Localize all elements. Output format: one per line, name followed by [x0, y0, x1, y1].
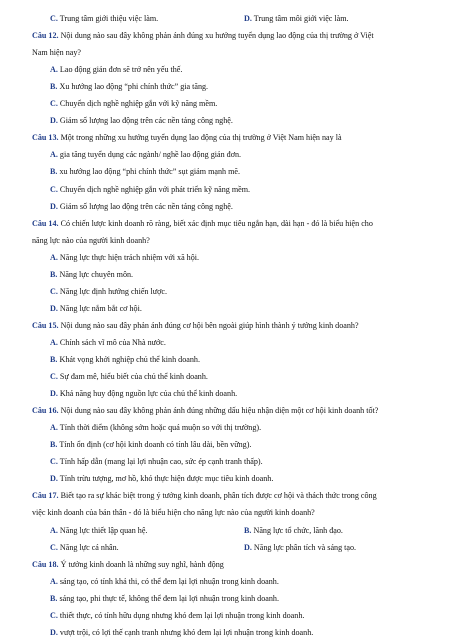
option-label: C. — [50, 372, 58, 381]
option-text: Năng lực tổ chức, lãnh đạo. — [253, 526, 343, 535]
question-number: Câu 13. — [32, 133, 59, 142]
option-label: C. — [50, 611, 58, 620]
question-text: Một trong những xu hướng tuyển dụng lao động của thị trường ở Việt Nam hiện nay là — [60, 133, 342, 142]
answer-option — [244, 14, 349, 24]
option-text: Tính trừu tượng, mơ hồ, khó thực hiện được mục tiêu kinh doanh. — [59, 474, 274, 483]
option-text: Tính hấp dẫn (mang lại lợi nhuận cao, sức ép cạnh tranh thấp). — [59, 457, 263, 466]
option-text: gia tăng tuyển dụng các ngành/ nghề lao động giản đơn. — [59, 150, 242, 159]
option-label: D. — [50, 304, 58, 313]
question-text: Nội dung nào sau đây phản ánh đúng cơ hội bên ngoài giúp hình thành ý tưởng kinh doanh? — [60, 321, 359, 330]
option-label: C. — [50, 185, 58, 194]
option-text: Năng lực thiết lập quan hệ. — [59, 526, 148, 535]
answer-option — [50, 355, 200, 365]
option-text: Khát vọng khởi nghiệp chủ thể kinh doanh. — [59, 355, 200, 364]
option-text: Năng lực nắm bắt cơ hội. — [59, 304, 142, 313]
question-continuation — [32, 48, 81, 58]
answer-option — [50, 474, 273, 484]
answer-option — [50, 167, 240, 177]
option-text: Tính thời điểm (không sớm hoặc quá muộn so với thị trường). — [59, 423, 262, 432]
option-text: sáng tạo, có tính khả thi, có thể đem lại lợi nhuận trong kinh doanh. — [59, 577, 279, 586]
option-label: A. — [50, 150, 58, 159]
option-text: Chính sách vĩ mô của Nhà nước. — [59, 338, 166, 347]
question-number: Câu 14. — [32, 219, 59, 228]
answer-option — [50, 14, 158, 24]
option-text: Tính ổn định (cơ hội kinh doanh có tính lâu dài, bền vững). — [59, 440, 252, 449]
option-label: C. — [50, 457, 58, 466]
answer-option — [244, 526, 343, 536]
option-text: Chuyển dịch nghề nghiệp gắn với kỹ năng mềm. — [59, 99, 218, 108]
question-text: năng lực nào của người kinh doanh? — [32, 236, 150, 245]
option-label: D. — [50, 389, 58, 398]
question-line — [32, 560, 224, 570]
option-text: Năng lực định hướng chiến lược. — [59, 287, 168, 296]
option-label: A. — [50, 577, 58, 586]
option-label: B. — [50, 355, 58, 364]
answer-option — [50, 440, 251, 450]
answer-option — [50, 116, 233, 126]
option-text: Giảm số lượng lao động trên các nền tảng công nghệ. — [59, 116, 233, 125]
option-text: thiết thực, có tính hữu dụng nhưng khó đem lại lợi nhuận trong kinh doanh. — [59, 611, 305, 620]
option-text: Khả năng huy động nguồn lực của chủ thể kinh doanh. — [59, 389, 238, 398]
answer-option — [50, 577, 279, 587]
option-label: C. — [50, 99, 58, 108]
question-text: việc kinh doanh của bản thân - đó là biểu hiện cho năng lực nào của người kinh doanh? — [32, 508, 315, 517]
option-text: Chuyển dịch nghề nghiệp gắn với phát triển kỹ năng mềm. — [59, 185, 251, 194]
answer-option — [50, 526, 147, 536]
option-text: Năng lực cá nhân. — [59, 543, 119, 552]
question-number: Câu 15. — [32, 321, 59, 330]
option-label: A. — [50, 423, 58, 432]
option-label: B. — [50, 594, 58, 603]
option-text: Giảm số lượng lao động trên các nền tảng công nghệ. — [59, 202, 233, 211]
answer-option — [50, 389, 237, 399]
question-continuation — [32, 508, 315, 518]
answer-option — [244, 543, 356, 553]
answer-option — [50, 423, 261, 433]
option-label: D. — [50, 202, 58, 211]
option-text: Năng lực thực hiện trách nhiệm với xã hội. — [59, 253, 200, 262]
answer-option — [50, 287, 167, 297]
answer-option — [50, 628, 313, 638]
question-line — [32, 321, 359, 331]
answer-option — [50, 594, 279, 604]
question-line — [32, 219, 373, 229]
answer-option — [50, 270, 133, 280]
question-text: Có chiến lược kinh doanh rõ ràng, biết xác định mục tiêu ngắn hạn, dài hạn - đó là biểu hiện cho — [60, 219, 373, 228]
option-label: B. — [50, 440, 58, 449]
option-label: B. — [50, 167, 58, 176]
question-text: Nam hiện nay? — [32, 48, 81, 57]
option-label: B. — [50, 270, 58, 279]
option-label: C. — [50, 287, 58, 296]
option-text: Năng lực chuyên môn. — [59, 270, 134, 279]
answer-option — [50, 457, 263, 467]
question-continuation — [32, 236, 150, 246]
answer-option — [50, 185, 250, 195]
option-label: D. — [244, 543, 252, 552]
answer-option — [50, 543, 119, 553]
option-label: B. — [244, 526, 252, 535]
answer-option — [50, 611, 304, 621]
option-label: A. — [50, 253, 58, 262]
answer-option — [50, 253, 199, 263]
option-label: B. — [50, 82, 58, 91]
option-label: D. — [50, 628, 58, 637]
answer-option — [50, 82, 208, 92]
answer-option — [50, 99, 217, 109]
option-text: xu hướng lao động “phi chính thức” sụt giảm mạnh mẽ. — [59, 167, 240, 176]
option-label: A. — [50, 65, 58, 74]
answer-option — [50, 65, 182, 75]
question-text: Nội dung nào sau đây không phản ánh đúng xu hướng tuyển dụng lao động của thị trường ở Việt — [60, 31, 374, 40]
option-text: Lao động giản đơn sẽ trở nên yếu thế. — [59, 65, 183, 74]
option-label: D. — [50, 474, 58, 483]
option-label: C. — [50, 14, 58, 23]
option-text: Trung tâm giới thiệu việc làm. — [59, 14, 159, 23]
option-label: D. — [50, 116, 58, 125]
answer-option — [50, 202, 233, 212]
option-text: Trung tâm môi giới việc làm. — [253, 14, 349, 23]
question-line — [32, 133, 342, 143]
question-number: Câu 16. — [32, 406, 59, 415]
option-label: A. — [50, 338, 58, 347]
option-label: C. — [50, 543, 58, 552]
question-text: Ý tưởng kinh doanh là những suy nghĩ, hành động — [60, 560, 224, 569]
question-number: Câu 18. — [32, 560, 59, 569]
question-line — [32, 31, 374, 41]
option-label: A. — [50, 526, 58, 535]
option-text: Năng lực phân tích và sáng tạo. — [253, 543, 357, 552]
question-text: Biết tạo ra sự khác biệt trong ý tưởng kinh doanh, phân tích được cơ hội và thách thức trong công — [60, 491, 377, 500]
question-line — [32, 491, 377, 501]
option-label: D. — [244, 14, 252, 23]
question-text: Nội dung nào sau đây không phản ánh đúng những dấu hiệu nhận diện một cơ hội kinh doanh tốt? — [60, 406, 379, 415]
option-text: sáng tạo, phi thực tế, không thể đem lại lợi nhuận trong kinh doanh. — [59, 594, 279, 603]
question-line — [32, 406, 378, 416]
answer-option — [50, 338, 166, 348]
option-text: Sự đam mê, hiểu biết của chủ thể kinh doanh. — [59, 372, 208, 381]
answer-option — [50, 304, 142, 314]
question-number: Câu 12. — [32, 31, 59, 40]
option-text: Xu hướng lao động “phi chính thức” gia tăng. — [59, 82, 209, 91]
option-text: vượt trội, có lợi thế cạnh tranh nhưng khó đem lại lợi nhuận trong kinh doanh. — [59, 628, 314, 637]
answer-option — [50, 372, 208, 382]
answer-option — [50, 150, 241, 160]
question-number: Câu 17. — [32, 491, 59, 500]
